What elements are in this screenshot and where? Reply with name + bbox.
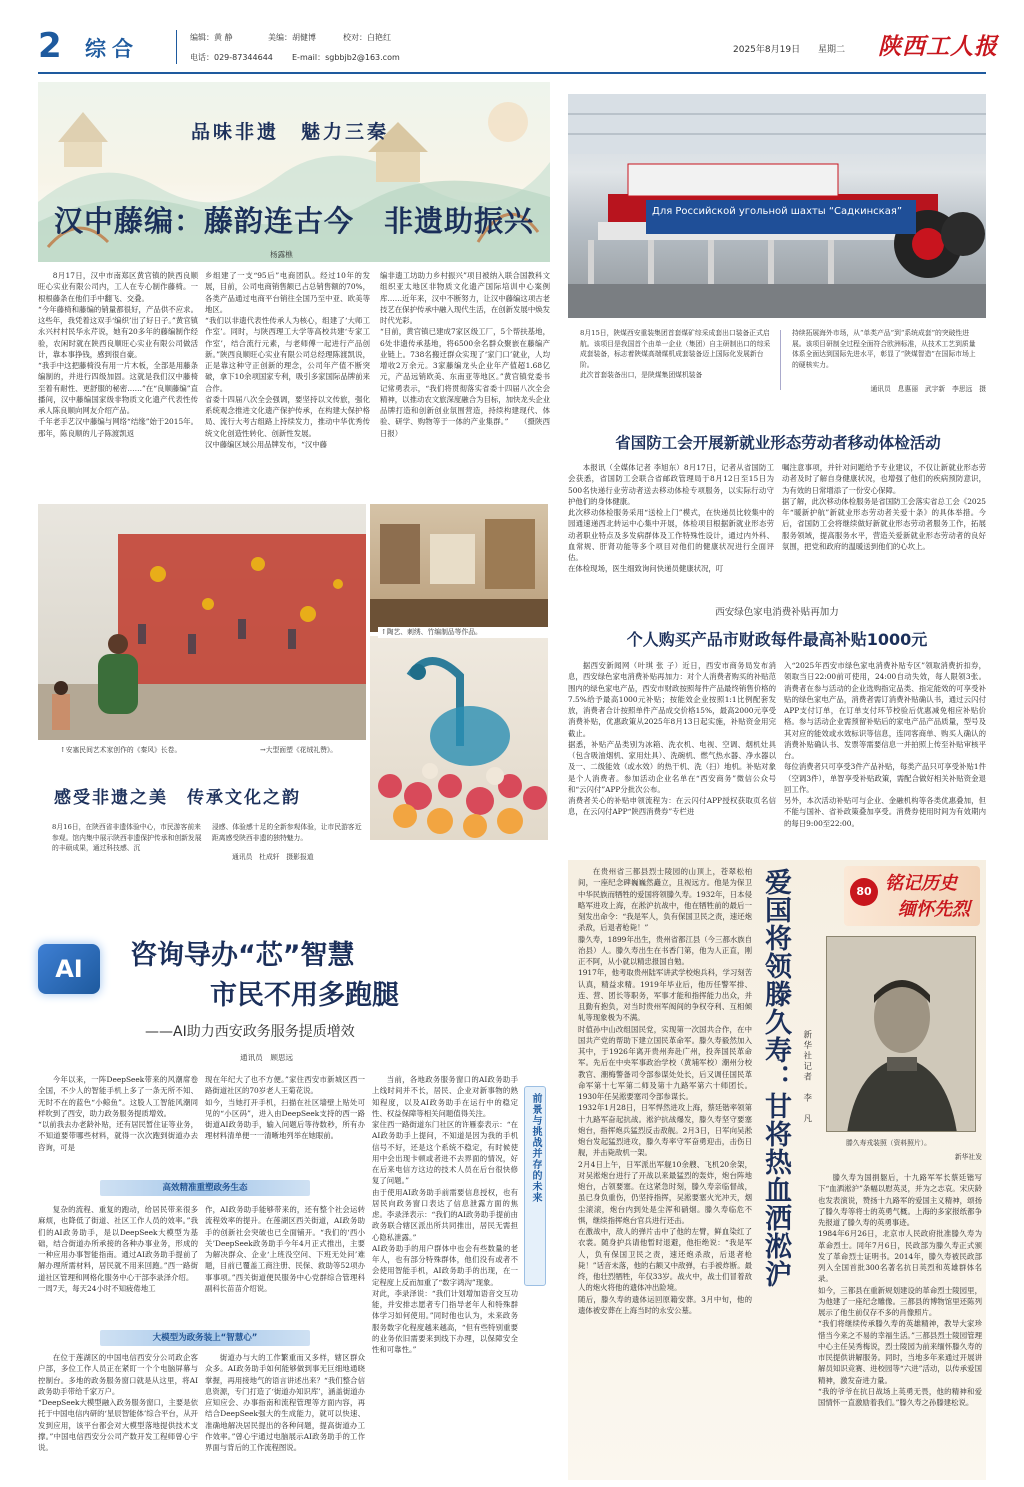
ai-headline-line-2: 市民不用多跑腿 — [210, 980, 399, 1011]
health-column-2 — [782, 462, 986, 588]
culture-credit: 通讯员 杜成轩 摄影报道 — [232, 853, 314, 861]
hero-series-title-1: 铭记历史 — [885, 873, 957, 894]
mining-photo-panel-text: Для Российской угольной шахты “Садкинская” — [652, 206, 903, 217]
subsidy-column-1 — [568, 660, 776, 836]
crafts-photo — [370, 504, 548, 632]
hero-badge-80-text: 80 — [856, 885, 872, 898]
subsidy-kicker: 西安绿色家电消费补贴再加力 — [715, 607, 839, 618]
hero-series-title-2: 缅怀先烈 — [898, 899, 970, 920]
scroll-caption: ↑安塞民间艺术家创作的《秦风》长卷。 — [60, 746, 182, 754]
editor-credit: 编辑：黄 静 — [190, 33, 233, 42]
health-column-2-text: 嘱注意事项，并针对问题给予专业建议，不仅让新就业形态劳动者及时了解自身健康状况，也增强了他们的疾病预防意识，为有效的日常增添了一份安心保障。 据了解，此次移动体检服务是省国防工会落实省总工会《2025年“暖新护航”新就业形态劳动者关爱十条》的具体举措。今后，省国防工会将继续做好新就业形态劳动者服务工作，拓展服务领域，提高服务水平，营造关爱新就业形态劳动者的良好氛围，把党和政府的温暖送到他们的心坎上。 — [782, 463, 986, 551]
ai-icon — [38, 944, 100, 994]
paper-logo: 陕西工人报 — [878, 33, 998, 60]
ai-column-1-part-3-text: 在位于莲湖区的中国电信西安分公司政企客户部，多位工作人员正在紧盯一个个电脑屏幕与控制台。多地的政务服务窗口就是从这里，将AI政务助手带给千家万户。 “DeepSeek大模型融入政务服务窗口，主要是依托于中国电信内研的‘星辰智能体’综合平台，从开发到应用，该平台都会对大模型落地提供技术支撑。”中国电信西安分公司产数开发工程师曾心宇说。 — [38, 1353, 198, 1452]
mining-photo-credit: 通讯员 息惠丽 武宇新 李思远 摄 — [870, 385, 986, 393]
mining-caption-right: 持续拓展海外市场，从“单类产品”到“系统成套”的突破性进展。该项目研制全过程全面符合欧洲标准，从技术工艺到质量体系全面达到国际先进水平，彰显了“陕煤智造”在国际市场上的硬核实力。 — [792, 329, 976, 369]
ai-column-3-text: 当前，各地政务服务窗口的AI政务助手上线时间并不长，居民、企业对新事物的熟知程度，以及AI政务助手在运行中的稳定性、权益保障等相关问题值得关注。 家住西一路街道东门社区的许雁泰表示：“在AI政务助手上提问，不知道是因为我的手机信号不好，还是这个系统不稳定，有时候使用中会出现卡顿或者进不去界面的情况，好在后来电信方这边的技术人员在后台很快修复了问题。” 由于使用AI政务助手前需要信息授权，也有居民向政务窗口表达了信息泄露方面的焦虑。李录泽表示：“我们的AI政务助手提前由政务联合辖区派出所共同推出，居民无需担心隐私泄露。” AI政务助手的用户群体中也会有些数量的老年人，也有部分特殊群体，他们没有或者不会使用智能手机，AI政务助手的出现，在一定程度上反而加重了“数字鸿沟”现象。 对此，李录泽说：“我们计划增加语音交互功能，并安排志愿者专门指导老年人和特殊群体学习如何使用。”同时他也认为，未来政务服务数字化程度越来越高，“但有些特别重要的业务依旧需要来到线下办理，以保障安全性和可靠性。” — [372, 1075, 518, 1354]
feature-author: 杨露樵 — [270, 250, 293, 259]
ai-column-1-part-2 — [38, 1204, 198, 1328]
ai-column-2-part-3-text: 街道办与大的工作繁重而又多样，辖区群众众多。AI政务助手如何能够做到事无巨细地通晓掌握，再用接地气的语言讲述出来？“我们整合信息资源，专门打造了‘街道办知识库’，涵盖街道办应知应会、办事指南和流程管理等方面内容，再结合DeepSeek强大的生成能力，就可以快速、准确地解决居民提出的各种问题，提高街道办工作效率。”曾心宇通过电脑展示AI政务助手的工作界面与背后的工作流程图说。 — [205, 1353, 365, 1452]
hero-portrait — [826, 936, 976, 1132]
feature-column-1 — [38, 270, 198, 498]
health-headline: 省国防工会开展新就业形态劳动者移动体检活动 — [615, 434, 941, 452]
crafts-caption: ↑陶艺、刺绣、竹编制品等作品。 — [378, 627, 548, 638]
ai-author: 通讯员 顾思远 — [240, 1053, 294, 1062]
proofreader-credit: 校对：白艳红 — [343, 33, 391, 42]
subsidy-column-1-text: 据西安新闻网（叶琪 张 子）近日，西安市商务局发布消息，西安绿色家电消费补贴再加力：对个人消费者购买的补贴范围内的绿色家电产品，西安市财政按照每件产品最终销售价格的7.5%给予最高1000元补贴；按能效企业按照1:1比例配套发放，消费者合计按照单件产品成交价格15%，最高2000元享受消费补贴，优惠政策从2025年8月13日起实施，补贴资金用完截止。 据悉，补贴产品类别为冰箱、洗衣机、电视、空调、烟机灶具（包含吸油烟机、家用灶具）、洗碗机、燃气热水器、净水器以及一、二级能效（或水效）的热干机、洗（扫）地机。补贴对象是个人消费者。参加活动企业名单在“西安商务”微信公众号和“云闪付”APP分批次公布。 消费者关心的补贴申领流程为：在云闪付APP授权获取页名信息，在云闪付APP“陕西消费券”专栏进 — [568, 661, 776, 817]
ai-column-2-part-2-text: 作，AI政务助手能够带来的，还有整个社会运转流程效率的提升。在莲湖区西关街道，AI政务助手的创新社会突破也已全面铺开。“我们的‘西小关’DeepSeek政务助手今年4月正式推出，主要为解决群众、企业‘上班没空问、下班无处问’难题，目前已覆盖工商注册、民保、救助等52项办事事项。”西关街道便民服务中心党群综合管理科副科长苗苗介绍说。 — [205, 1205, 365, 1293]
health-column-1-text: 本报讯（全媒体记者 李旭东）8月17日，记者从省国防工会获悉，省国防工会联合省邮政管理局于8月12日至15日为500名快递行业劳动者送去移动体检专项服务，以实际行动守护他们的身体健康。 此次移动体检服务采用“送检上门”模式，在快递员比较集中的园通速递西北转运中心集中开展，体检项目根据新就业形态劳动者职业特点及多发病群体及工作特殊性设计，通过内外科、血常规、肝肾功能等多个项目对他们的健康状况进行全面评估。 在体检现场，医生细致询问快递员健康状况，叮 — [568, 463, 774, 574]
ai-side-label-text: 前景与挑战并存的未来 — [530, 1093, 541, 1203]
sculpture-caption: →大型面塑《花绒礼赞》。 — [260, 746, 338, 754]
page-number: 2 — [38, 26, 62, 66]
feature-column-3 — [380, 270, 550, 498]
culture-body-left: 8月16日，在陕西省非遗体验中心，市民游客前来参观。馆内集中展示陕西非遗保护传承和创新发展的丰硕成果，通过科技感、沉 — [52, 823, 202, 853]
ai-column-1-part-2-text: 复杂的流程、重复的跑动，给居民带来很多麻烦，也降低了街道、社区工作人员的效率。”我们的AI政务助手，是以DeepSeek大模型为基础，结合街道办所承接的各种办事业务，形成的一种应用办事智能指南。通过AI政务助手提前了解办理所需材料，居民就不用来回跑。”西一路街道社区管理和网格化服务中心干部李录泽介绍。 一周7天，每天24小时不知疲倦地工 — [38, 1205, 198, 1293]
hero-portrait-credit: 新华社发 — [954, 1153, 982, 1161]
feature-column-3-text: 编非遗工坊助力乡村振兴”项目被纳入联合国教科文组织亚太地区非物质文化遗产国际培训中心案例库……近年来，汉中不断努力，让汉中藤编这项古老技艺在保护传承中融入现代生活，在创新发展中焕发时代光彩。 “目前，黄官镇已建成7家区级工厂，5个帮扶基地，6处非遗传承基地，将6500余名群众聚嵌在藤编产业链上。738名搬迁群众实现了‘家门口’就业，人均增收2万余元。3家藤编龙头企业年产值超1.68亿元，产品远销欧美、东南亚等地区。”黄官镇党委书记常勇表示，“我们将贯彻落实省委十四届八次全会精神，以推动农文旅深度融合为目标，加快龙头企业品牌打造和创新创业氛围营造，持续构建现代、体验、研学、购物等于一体的产业集群。” （摄陕西日报） — [380, 271, 550, 438]
ai-column-2-part-1 — [205, 1074, 365, 1174]
feature-column-2 — [205, 270, 370, 498]
intangible-heritage-scroll-photo — [38, 504, 366, 740]
hero-author — [800, 1030, 816, 1180]
masthead-divider — [176, 30, 177, 64]
culture-body-right: 浸感、体验感十足的全新参观体验，让市民游客近距离感受陕西非遗的独特魅力。 — [212, 823, 362, 842]
hero-column-2-text: 滕久寿为国捐躯后，十九路军军长蔡廷锴写下“血洒淞沪”条幅以慰英灵，并为之志哀。宋庆龄也发表演说，赞扬十九路军的爱国主义精神，颂扬了滕久寿等将士的英勇气概。上海的多家报纸都争先报道了滕久寿的英勇事迹。 1984年6月26日，北京市人民政府批准滕久寿为革命烈士。同年7月6日，民政部为滕久寿正式颁发了革命烈士证明书。2014年，滕久寿被民政部列入全国首批300名著名抗日英烈和英雄群体名录。 如今，三都县在重新规划建设的革命烈士陵园里，为他建了一座纪念雕像。三都县的博物馆里还陈列展示了他生前仅存不多的肖像照片。 “我们将继续传承滕久寿的英雄精神，教导大家珍惜当今来之不易的幸福生活。”三都县烈士陵园管理中心主任吴秀梅说，烈士陵园为前来缅怀滕久寿的市民提供讲解服务。同时，当地多年来通过开展讲解员知识竞赛、进校园等“六进”活动，以传承爱国精神，激发奋进力量。 “我的爷爷在抗日战场上英勇无畏，他的精神和爱国情怀一直激励着我们。”滕久寿之孙滕建松说。 — [818, 1173, 982, 1407]
culture-title: 感受非遗之美 传承文化之韵 — [54, 788, 301, 808]
hero-headline-text: 爱国将领滕久寿：甘将热血洒淞沪 — [760, 868, 791, 1288]
hero-column-1 — [578, 866, 752, 1478]
ai-side-label — [524, 1086, 546, 1286]
hero-author-text: 新华社记者 李 凡 — [801, 1030, 812, 1125]
email[interactable]: E-mail：sgbbjb2@163.com — [292, 53, 400, 62]
feature-column-1-text: 8月17日，汉中市南郑区黄官镇的陕西良顺旺心实业有限公司内，工人在专心制作藤椅。一根根藤条在他们手中翻飞、交叠。 “今年藤椅和藤编的销量都很好，产品供不应求。这些年，我凭着这双手‘编织’出了好日子。”黄官镇永兴村村民华永芹说，她有20多年的藤编制作经验，农闲时就在陕西良顺旺心实业有限公司做活计，靠本事挣钱，感到很自豪。 “我手中这把藤椅没有用一片木板，全部是用藤条编制的，并进行四级加固。这就是我们汉中藤椅至着有耐性、更舒服的秘密……”在“良顺藤编”直播间，汉中藤编国家级非物质文化遗产代表性传承人陈良顺向网友介绍产品。 千年老手艺汉中藤编与网络“结缘”始于2015年。那年，陈良顺的儿子陈渡凯返 — [38, 271, 198, 438]
ai-icon-label: AI — [55, 955, 83, 983]
hero-portrait-caption: 滕久寿戎装照（资料照片）。 — [846, 1139, 931, 1147]
ai-column-2-part-2 — [205, 1204, 365, 1328]
ai-column-3 — [372, 1074, 518, 1478]
ai-subhead-1: 高效精准重塑政务生态 — [100, 1180, 310, 1196]
ai-column-1-part-1 — [38, 1074, 198, 1174]
section-name: 综合 — [85, 37, 139, 61]
health-column-1 — [568, 462, 774, 588]
mining-caption-left: 8月15日，陕煤西安重装集团首套煤矿综采成套出口装备正式启航。该项目是我国首个由单一企业（集团）自主研制出口的综采成套装备，标志着陕煤高端煤机成套装备迈上国际化发展新台阶。 此次首套装备出口，是陕煤集团煤机装备 — [580, 329, 771, 380]
ai-column-1-part-3 — [38, 1352, 198, 1478]
phone: 电话：029-87344644 — [190, 53, 273, 62]
ai-subhead-2: 大模型为政务装上“智慧心” — [100, 1330, 310, 1346]
peacock-dough-sculpture-photo — [370, 636, 548, 840]
ai-column-2-part-3 — [205, 1352, 365, 1478]
issue-date: 2025年8月19日 — [733, 45, 801, 55]
ai-subheadline: ——AI助力西安政务服务提质增效 — [145, 1024, 355, 1040]
hero-column-2 — [818, 1172, 982, 1478]
subsidy-headline: 个人购买产品市财政每件最高补贴1000元 — [626, 630, 928, 649]
hero-badge-80 — [850, 878, 878, 906]
feature-banner-title: 品味非遗 魅力三秦 — [190, 121, 389, 143]
subsidy-column-2-text: 入“2025年西安市绿色家电消费补贴专区”领取消费折扣券，领取当日22:00前可使用，24:00自动失效，每人限领3张。消费者在参与活动的企业选购指定品类、指定能效的可享受补贴的绿色家电产品，消费者需订消费补贴确认书，通过云闪付APP支付订单，在订单支付环节校验后优惠减免相应补贴价格。参与活动企业需预留补贴后的家电产品产品质量，型号及其对应的能效或水效标识等信息，连同客商单、购买人确认的消费补贴确认书、发票等需要信息一并拍照上传至补贴审核平台。 每位消费者只可享受3件产品补贴，每类产品只可享受补贴1件（空调3件），单智享受补贴政策，需配合做好相关补贴资金退回工作。 另外，本次活动补贴可与企业、金融机构等各类优惠叠加，但不能与国补、省补政策叠加享受。消费券使用时间为有效期内的每日9:00至22:00。 — [784, 661, 986, 828]
masthead-rule — [38, 72, 986, 74]
feature-column-2-text: 乡组建了一支“95后”电商团队。经过10年的发展，目前，公司电商销售额已占总销售额的70%，各类产品通过电商平台销往全国乃至中亚、欧美等地区。 “我们以非遗代表性传承人为核心，组建了‘大师工作室’。同时，与陕西理工大学等高校共建‘专家工作室’，结合流行元素，与老师傅一起进行产品创新。”陕西良顺旺心实业有限公司总经理陈渡凯说，正是靠这种守正创新的理念，公司年产值不断突破，拿下10余项国家专利，吸引多家国际品牌前来合作。 省委十四届八次全会强调，要坚持以文传旅，强化系统观念推进文化遗产保护传承，在构建大保护格局、流行大考古组路上持续发力，推动中华优秀传统文化创造性转化、创新性发展。 汉中藤编区域公用品牌发布，“汉中藤 — [205, 271, 370, 449]
hero-headline — [758, 868, 794, 1298]
ai-column-1-part-1-text: 今年以来，一阵DeepSeek带来的风潮席卷全国，不少人的智能手机上多了一条无所不知、无时不在的蓝色“小鲸鱼”。这股人工智能风潮同样吹到了西安，助力政务服务提质增效。 “以前我去办老龄补贴，还有居民暂住证等业务，不知道要带哪些材料，就得一次次跑到街道办去咨询，可是 — [38, 1075, 198, 1152]
mining-caption-divider — [780, 330, 781, 390]
hero-column-1-text: 在贵州省三都县烈士陵园的山顶上，苍翠松柏间，一座纪念碑巍巍然矗立，且视远方。他是为保卫中华民族而牺牲的爱国将领滕久寿。1932年，日本侵略军进攻上海，在淞沪抗战中，他在牺牲前的最后一刻发出命令：“我是军人，负有保国卫民之责，速还炮杀敌，后退者枪毙！” 滕久寿，1899年出生，贵州省都江县（今三都水族自治县）人。滕久寿出生在书香门第，他为人正直，刚正不阿，从小就以精忠报国自勉。 1917年，他考取贵州陆军讲武学校炮兵科，学习刻苦认真，精益求精。1919年毕业后，他历任警军排、连、营、团长等职务，军事才能和指挥能力出众，并且勤有抱负，对当时贵州军阀间的争权夺利、互相倾轧等现象极为不满。 时值孙中山改组国民党，实现第一次国共合作，在中国共产党的帮助下建立国民革命军。滕久寿毅然加入其中，于1926年离开贵州奔赴广州，投奔国民革命军。先后在中央军事政治学校（黄埔军校）潮州分校教官、潮梅警备司令部参谋处处长，后又调任国民革命军第十七军第二师及第十九路军第六十师团长。1930年任吴淞要塞司令部参谋长。 1932年1月28日，日军悍然进攻上海，蔡廷锴率领第十九路军奋起抗战。淞沪抗战爆发，滕久寿坚守要塞炮台，指挥炮兵猛烈反击敌舰。2月3日，日军向吴淞炮台发起猛烈进攻，滕久寿率守军奋勇迎击，击伤日舰，并击毙敌机一架。 2月4日上午，日军派出军舰10余艘、飞机20余架，对吴淞炮台进行了开战以来最猛烈的轰炸，炮台阵地炮台，占领要塞。在这紧急时刻，滕久寿亲临督战，虽已身负重伤，仍坚持指挥，吴淞要塞火光冲天，烟尘滚滚，炮台内到处是尘浑和硝烟。滕久寿临危不惧，继续指挥炮台官兵进行还击。 在激战中，敌人的弹片击中了他的左臂，鲜血染红了衣裳。随身护兵请他暂时退避，他拒绝说：“我是军人，负有保国卫民之责，速还炮杀敌，后退者枪毙！”话音未落，他的右额又中敌弹，右手被炸断。最终，他壮烈牺牲，年仅33岁。战火中，战士们冒着敌人的炮火将他的遗体冲出险境。 随后，滕久寿的遗体运回原籍安葬。3月中旬，他的遗体被安葬在上海当时的永安公墓。 — [578, 867, 752, 1315]
designer-credit: 美编：胡健博 — [268, 33, 316, 42]
subsidy-column-2 — [784, 660, 986, 836]
issue-weekday: 星期二 — [818, 45, 846, 55]
feature-headline: 汉中藤编：藤韵连古今 非遗助振兴 — [53, 204, 534, 238]
ai-headline-line-1: 咨询导办“芯”智慧 — [130, 940, 355, 971]
ai-column-2-part-1-text: 现在年纪大了也不方便。”家住西安市新城区西一路街道社区的70岁老人王菊花说。 如今，当她打开手机，扫描在社区墙壁上贴处可见的“小区码”，进入由DeepSeek支持的西一路街道AI政务助手，输入问题后等待数秒，所有办理材料清单便一一清晰地列举在她眼前。 — [205, 1075, 365, 1141]
